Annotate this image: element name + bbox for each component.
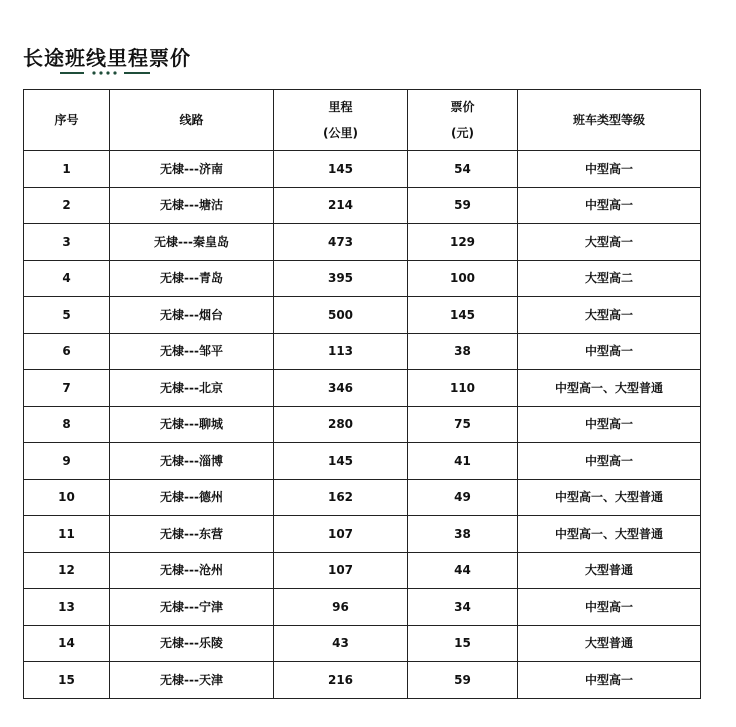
- cell-distance: 145: [274, 151, 408, 188]
- cell-distance: 216: [274, 662, 408, 699]
- cell-bus-class: 中型高一: [518, 333, 701, 370]
- header-distance-unit: (公里): [323, 126, 358, 140]
- cell-index: 14: [24, 625, 110, 662]
- header-route: 线路: [110, 90, 274, 151]
- cell-distance: 96: [274, 589, 408, 626]
- cell-route: 无棣---乐陵: [110, 625, 274, 662]
- table-row: [24, 297, 701, 334]
- cell-index: 13: [24, 589, 110, 626]
- table-row: [24, 443, 701, 480]
- cell-fare: 54: [408, 151, 518, 188]
- title-underline-decoration: [60, 69, 150, 77]
- cell-route: 无棣---淄博: [110, 443, 274, 480]
- cell-index: 4: [24, 260, 110, 297]
- cell-distance: 395: [274, 260, 408, 297]
- table-row: [24, 224, 701, 261]
- cell-distance: 346: [274, 370, 408, 407]
- table-row: [24, 406, 701, 443]
- cell-bus-class: 大型高二: [518, 260, 701, 297]
- cell-fare: 75: [408, 406, 518, 443]
- cell-index: 9: [24, 443, 110, 480]
- cell-fare: 41: [408, 443, 518, 480]
- header-fare-label: 票价: [450, 100, 475, 114]
- cell-bus-class: 大型普通: [518, 625, 701, 662]
- cell-bus-class: 中型高一: [518, 151, 701, 188]
- table-row: [24, 370, 701, 407]
- cell-distance: 107: [274, 516, 408, 553]
- cell-route: 无棣---天津: [110, 662, 274, 699]
- cell-distance: 43: [274, 625, 408, 662]
- cell-distance: 280: [274, 406, 408, 443]
- cell-bus-class: 中型高一、大型普通: [518, 516, 701, 553]
- cell-fare: 100: [408, 260, 518, 297]
- cell-fare: 38: [408, 516, 518, 553]
- header-index: 序号: [24, 90, 110, 151]
- fare-table: [23, 89, 701, 699]
- cell-distance: 145: [274, 443, 408, 480]
- cell-index: 15: [24, 662, 110, 699]
- cell-bus-class: 中型高一: [518, 589, 701, 626]
- cell-bus-class: 中型高一: [518, 443, 701, 480]
- cell-bus-class: 大型普通: [518, 552, 701, 589]
- cell-route: 无棣---宁津: [110, 589, 274, 626]
- cell-fare: 59: [408, 662, 518, 699]
- cell-index: 7: [24, 370, 110, 407]
- header-fare: [408, 90, 518, 151]
- table-row: [24, 552, 701, 589]
- cell-bus-class: 中型高一、大型普通: [518, 479, 701, 516]
- table-row: [24, 662, 701, 699]
- cell-index: 2: [24, 187, 110, 224]
- cell-fare: 15: [408, 625, 518, 662]
- cell-distance: 107: [274, 552, 408, 589]
- cell-route: 无棣---邹平: [110, 333, 274, 370]
- table-row: [24, 151, 701, 188]
- cell-index: 5: [24, 297, 110, 334]
- cell-index: 10: [24, 479, 110, 516]
- cell-route: 无棣---秦皇岛: [110, 224, 274, 261]
- cell-distance: 214: [274, 187, 408, 224]
- cell-fare: 49: [408, 479, 518, 516]
- table-row: [24, 589, 701, 626]
- cell-route: 无棣---德州: [110, 479, 274, 516]
- cell-bus-class: 中型高一: [518, 406, 701, 443]
- cell-fare: 59: [408, 187, 518, 224]
- cell-distance: 473: [274, 224, 408, 261]
- cell-fare: 145: [408, 297, 518, 334]
- cell-bus-class: 大型高一: [518, 224, 701, 261]
- cell-route: 无棣---烟台: [110, 297, 274, 334]
- table-row: [24, 260, 701, 297]
- cell-fare: 44: [408, 552, 518, 589]
- cell-distance: 113: [274, 333, 408, 370]
- header-fare-unit: (元): [451, 126, 474, 140]
- cell-index: 1: [24, 151, 110, 188]
- cell-route: 无棣---青岛: [110, 260, 274, 297]
- cell-distance: 162: [274, 479, 408, 516]
- cell-fare: 110: [408, 370, 518, 407]
- cell-bus-class: 中型高一: [518, 662, 701, 699]
- header-bus-class: 班车类型等级: [518, 90, 701, 151]
- cell-fare: 34: [408, 589, 518, 626]
- page-title: 长途班线里程票价: [23, 46, 191, 70]
- cell-route: 无棣---北京: [110, 370, 274, 407]
- cell-index: 3: [24, 224, 110, 261]
- cell-bus-class: 中型高一: [518, 187, 701, 224]
- header-distance-label: 里程: [328, 100, 353, 114]
- cell-bus-class: 中型高一、大型普通: [518, 370, 701, 407]
- cell-route: 无棣---沧州: [110, 552, 274, 589]
- cell-index: 11: [24, 516, 110, 553]
- table-row: [24, 333, 701, 370]
- cell-index: 8: [24, 406, 110, 443]
- cell-route: 无棣---塘沽: [110, 187, 274, 224]
- cell-route: 无棣---东营: [110, 516, 274, 553]
- table-header-row: [24, 90, 701, 151]
- cell-route: 无棣---济南: [110, 151, 274, 188]
- table-row: [24, 187, 701, 224]
- table-row: [24, 625, 701, 662]
- table-row: [24, 479, 701, 516]
- cell-distance: 500: [274, 297, 408, 334]
- cell-route: 无棣---聊城: [110, 406, 274, 443]
- cell-bus-class: 大型高一: [518, 297, 701, 334]
- cell-fare: 129: [408, 224, 518, 261]
- header-distance: [274, 90, 408, 151]
- cell-index: 12: [24, 552, 110, 589]
- cell-index: 6: [24, 333, 110, 370]
- cell-fare: 38: [408, 333, 518, 370]
- table-row: [24, 516, 701, 553]
